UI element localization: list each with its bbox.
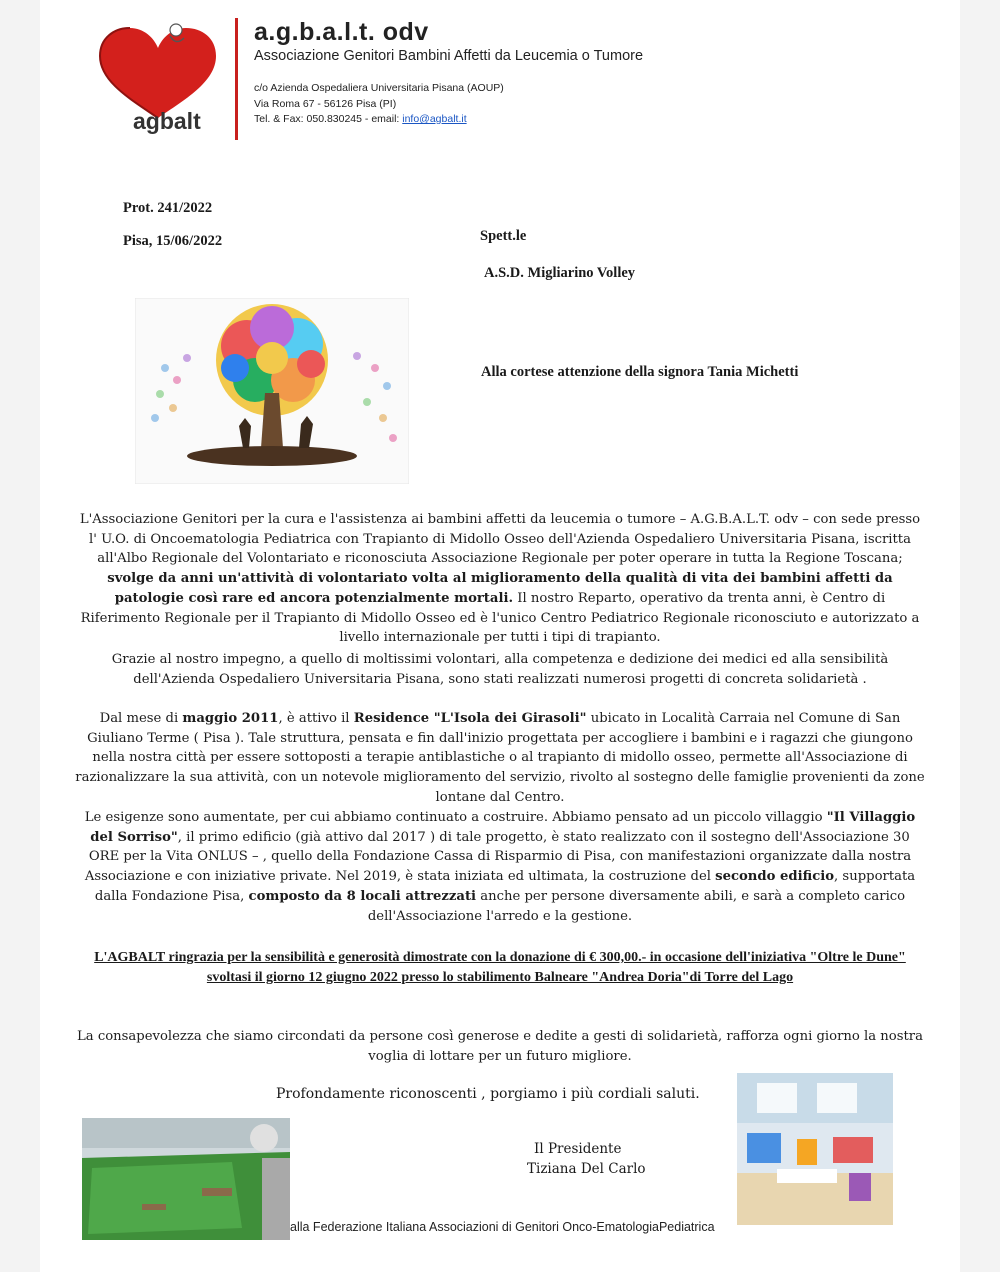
residence-date: maggio 2011 (182, 711, 279, 726)
intro-text-c: Il nostro Reparto, operativo da trenta anni, è Centro di Riferimento Regionale per il Trapianto di Midollo Osseo ed è l'unico Centro Pediatrico Regionale riconosciuto e autorizzato a livello internazionale per tutti i tipi di trapianto. (80, 590, 920, 646)
paragraph-gratitude: Grazie al nostro impegno, a quello di moltissimi volontari, alla competenza e dedizione dei medici ed alla sensibilità dell'Azienda Ospedaliero Universitaria Pisana, sono stati realizzati numerosi progetti di concreta solidarietà . (111, 652, 889, 687)
garden-photo (82, 1118, 290, 1240)
address-line-1: c/o Azienda Ospedaliera Universitaria Pisana (AOUP) (254, 82, 504, 94)
recipient: A.S.D. Migliarino Volley (484, 265, 636, 281)
paragraph-residence (75, 709, 925, 808)
org-name: a.g.b.a.l.t. odv (254, 18, 429, 46)
header-divider (235, 18, 238, 140)
second-building: secondo edificio (715, 869, 835, 885)
paragraph-closing-thought: La consapevolezza che siamo circondati da persone così generose e dedite a gesti di solidarietà, rafforza ogni giorno la nostra voglia di lottare per un futuro migliore. (77, 1029, 923, 1064)
village-text-a: Le esigenze sono aumentate, per cui abbiamo continuato a costruire. Abbiamo pensato ad un piccolo villaggio (84, 810, 827, 825)
address-line-2: Via Roma 67 - 56126 Pisa (PI) (254, 98, 397, 110)
paragraph-intro (75, 510, 925, 648)
closing-greeting: Profondamente riconoscenti , porgiamo i più cordiali saluti. (276, 1086, 700, 1102)
salutation: Spett.le (480, 228, 527, 244)
playroom-photo (737, 1073, 893, 1225)
federation-footer: alla Federazione Italiana Associazioni di Genitori Onco-EmatologiaPediatrica (290, 1220, 715, 1234)
village-text-g: anche per persone diversamente abili, e sarà a completo carico dell'Associazione l'arredo e la gestione. (367, 888, 906, 924)
contact-prefix: Tel. & Fax: 050.830245 - email: (254, 113, 403, 125)
intro-text-b: svolge da anni un'attività di volontariato volta al miglioramento della qualità di vita dei bambini affetti da patologie così rare ed ancora potenzialmente mortali. (107, 571, 893, 606)
village-name: "Il Villaggio del Sorriso" (90, 810, 916, 845)
paragraph-village (75, 808, 925, 926)
signature-name: Tiziana Del Carlo (527, 1161, 646, 1177)
residence-name: Residence "L'Isola dei Girasoli" (353, 711, 587, 726)
village-text-e: , supportata dalla Fondazione Pisa, (94, 869, 916, 904)
org-full-name: Associazione Genitori Bambini Affetti da Leucemia o Tumore (254, 48, 644, 64)
donation-thanks: L'AGBALT ringrazia per la sensibilità e generosità dimostrate con la donazione di € 300,00.- in occasione dell'iniziativa "Oltre le Dune" svoltasi il giorno 12 giugno 2022 presso lo stabilimento Balneare "Andrea Doria"di Torre del Lago (94, 950, 906, 985)
residence-text-c: , è attivo il (278, 711, 354, 726)
protocol-number: Prot. 241/2022 (123, 200, 213, 216)
tree-drawing-image (135, 298, 409, 484)
contact-line (254, 113, 467, 125)
village-text-c: , il primo edificio (già attivo dal 2017 ) di tale progetto, è stato realizzato con il sostegno dell'Associazione 30 ORE per la Vita ONLUS – , quello della Fondazione Cassa di Risparmio di Pisa, con manifestazioni organizzate dalla nostra Associazione e con iniziative private. Nel 2019, è stata iniziata ed ultimata, la costruzione del (84, 829, 912, 885)
intro-text-a: L'Associazione Genitori per la cura e l'assistenza ai bambini affetti da leucemia o tumore – A.G.B.A.L.T. odv – con sede presso l' U.O. di Oncoematologia Pediatrica con Trapianto di Midollo Osseo dell'Azienda Ospedaliero Universitaria Pisana, iscritta all'Albo Regionale del Volontariato e riconosciuta Associazione Regionale per poter operare in tutta la Regione Toscana; (79, 512, 921, 567)
letter-date: Pisa, 15/06/2022 (123, 233, 223, 249)
rooms-count: composto da 8 locali attrezzati (248, 888, 477, 904)
signature-title: Il Presidente (534, 1141, 622, 1157)
logo-text: agbalt (133, 108, 201, 134)
residence-text-e: ubicato in Località Carraia nel Comune di San Giuliano Terme ( Pisa ). Tale struttura, pensata e fin dall'inizio progettata per accogliere i bambini e i ragazzi che giungono nella nostra città per essere sottoposti a terapie antiblastiche o al trapianto di midollo osseo, permette all'Associazione di razionalizzare la sua attività, con un notevole miglioramento del servizio, rivolto al sostegno delle famiglie provenienti da zone lontane dal Centro. (75, 711, 925, 805)
email-link[interactable]: info@agbalt.it (402, 113, 467, 125)
attention-line: Alla cortese attenzione della signora Tania Michetti (481, 364, 799, 380)
residence-text-a: Dal mese di (99, 711, 183, 726)
